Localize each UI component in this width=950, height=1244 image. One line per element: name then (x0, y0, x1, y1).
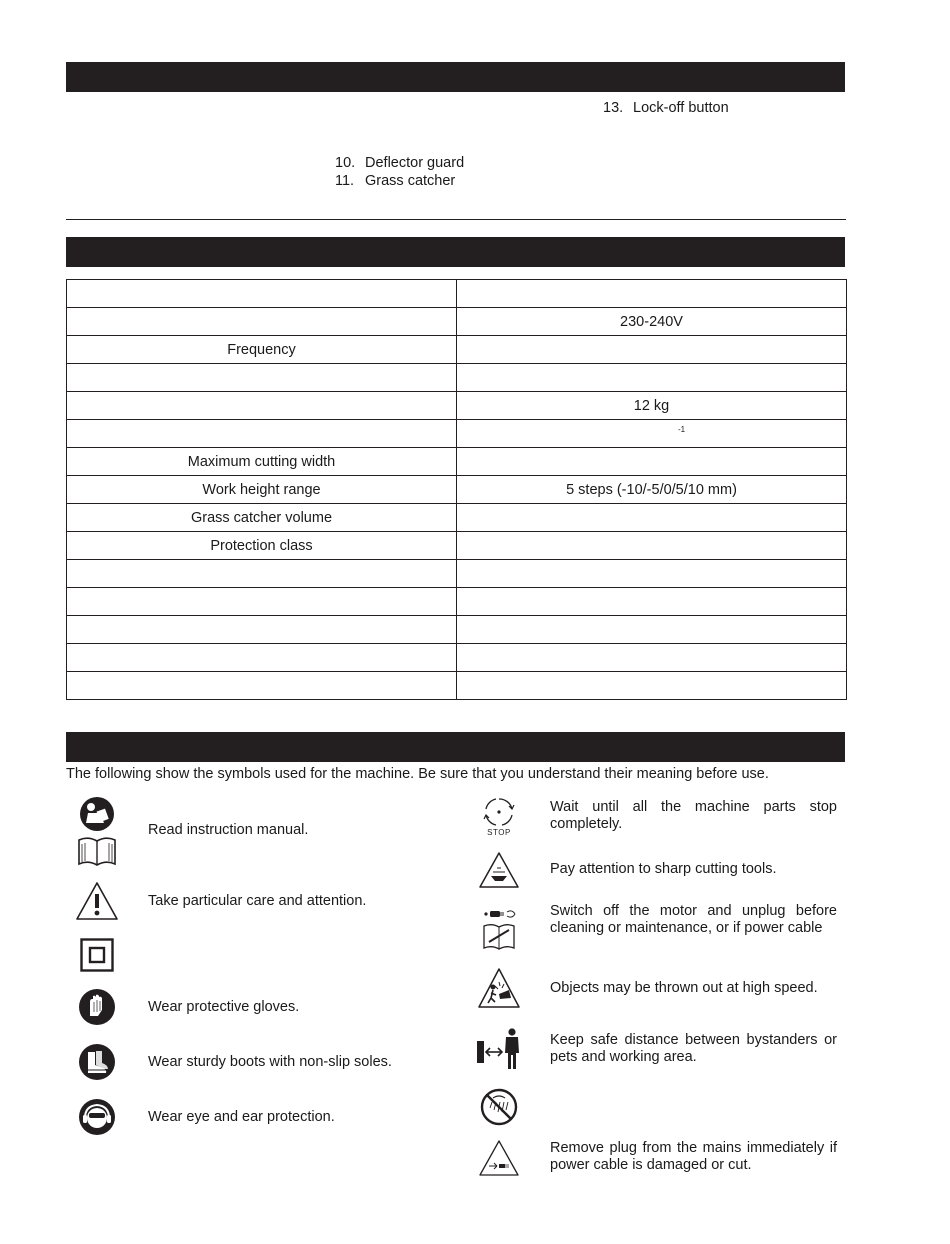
symbol-desc-eye-ear: Wear eye and ear protection. (148, 1109, 335, 1125)
spec-label-cell (67, 420, 457, 448)
spec-value-cell (457, 448, 847, 476)
symbol-desc-thrown-objects: Objects may be thrown out at high speed. (550, 980, 818, 996)
spec-row (67, 588, 847, 616)
double-insulation-icon (80, 938, 114, 972)
symbol-desc-boots: Wear sturdy boots with non-slip soles. (148, 1054, 392, 1070)
parts-item-13 (603, 100, 729, 117)
spec-value-cell (457, 588, 847, 616)
safe-distance-icon (476, 1027, 522, 1071)
spec-value-cell (457, 532, 847, 560)
spec-label-cell (67, 308, 457, 336)
symbol-desc-warning: Take particular care and attention. (148, 893, 367, 909)
spec-label-cell: Work height range (67, 476, 457, 504)
spec-value-cell (457, 616, 847, 644)
superscript-minus-one: -1 (677, 424, 686, 434)
symbol-desc-gloves: Wear protective gloves. (148, 999, 300, 1015)
symbol-desc-safe-distance: Keep safe distance between bystanders or pets and working area. (550, 1032, 837, 1065)
spec-value-cell (457, 644, 847, 672)
spec-value-cell (457, 560, 847, 588)
section-header-bar-specifications (66, 237, 845, 267)
specifications-table (66, 279, 847, 700)
part-label: Deflector guard (365, 155, 465, 171)
part-label: Lock-off button (633, 100, 729, 116)
spec-value-cell: 12 kg (457, 392, 847, 420)
section-divider (66, 219, 846, 220)
part-label: Grass catcher (365, 173, 456, 189)
spec-row (67, 532, 847, 560)
symbol-desc-unplug: Switch off the motor and unplug before cleaning or maintenance, or if power cable (550, 903, 837, 936)
spec-value-cell: 230-240V (457, 308, 847, 336)
section-header-bar-symbols (66, 732, 845, 762)
spec-row (67, 672, 847, 700)
symbol-desc-sharp: Pay attention to sharp cutting tools. (550, 861, 777, 877)
spec-label-cell (67, 588, 457, 616)
section-header-bar-parts (66, 62, 845, 92)
symbol-desc-damaged-cable: Remove plug from the mains immediately if power cable is damaged or cut. (550, 1140, 837, 1173)
sharp-blade-icon (477, 850, 521, 890)
part-number: 13. (603, 100, 624, 116)
damaged-cable-icon (477, 1138, 521, 1178)
spec-row (67, 476, 847, 504)
spec-row (67, 420, 847, 448)
spec-row (67, 308, 847, 336)
read-manual-icon (76, 796, 118, 868)
spec-label-cell (67, 392, 457, 420)
spec-label-cell: Frequency (67, 336, 457, 364)
spec-label-cell (67, 644, 457, 672)
spec-value-cell (457, 504, 847, 532)
spec-label-cell: Protection class (67, 532, 457, 560)
spec-label-cell (67, 560, 457, 588)
spec-label-cell (67, 672, 457, 700)
spec-row (67, 336, 847, 364)
spec-row (67, 364, 847, 392)
thrown-objects-icon (476, 966, 522, 1010)
no-rain-icon (480, 1088, 518, 1126)
gloves-icon (78, 988, 116, 1026)
parts-item-11 (335, 173, 455, 190)
spec-value-cell (457, 420, 847, 448)
spec-label-cell: Maximum cutting width (67, 448, 457, 476)
symbol-desc-read-manual: Read instruction manual. (148, 822, 309, 838)
part-number: 10. (335, 155, 356, 171)
part-number: 11. (335, 173, 355, 189)
spec-row (67, 448, 847, 476)
parts-item-10 (335, 155, 464, 172)
boots-icon (78, 1043, 116, 1081)
spec-row (67, 504, 847, 532)
spec-value-cell (457, 280, 847, 308)
symbol-desc-stop: Wait until all the machine parts stop completely. (550, 799, 837, 832)
spec-row (67, 644, 847, 672)
eye-ear-protection-icon (78, 1098, 116, 1136)
spec-row (67, 392, 847, 420)
spec-row (67, 616, 847, 644)
spec-row (67, 560, 847, 588)
stop-label: STOP (487, 828, 511, 837)
symbols-intro-text: The following show the symbols used for the machine. Be sure that you understand their meaning before use. (66, 766, 769, 782)
spec-label-cell (67, 364, 457, 392)
spec-value-cell (457, 336, 847, 364)
unplug-icon (479, 904, 519, 952)
spec-row (67, 280, 847, 308)
warning-triangle-icon (74, 880, 120, 922)
spec-value-cell (457, 672, 847, 700)
spec-label-cell (67, 616, 457, 644)
spec-value-cell (457, 364, 847, 392)
spec-label-cell: Grass catcher volume (67, 504, 457, 532)
spec-value-cell: 5 steps (-10/-5/0/5/10 mm) (457, 476, 847, 504)
spec-label-cell (67, 280, 457, 308)
stop-wait-icon (480, 795, 518, 837)
